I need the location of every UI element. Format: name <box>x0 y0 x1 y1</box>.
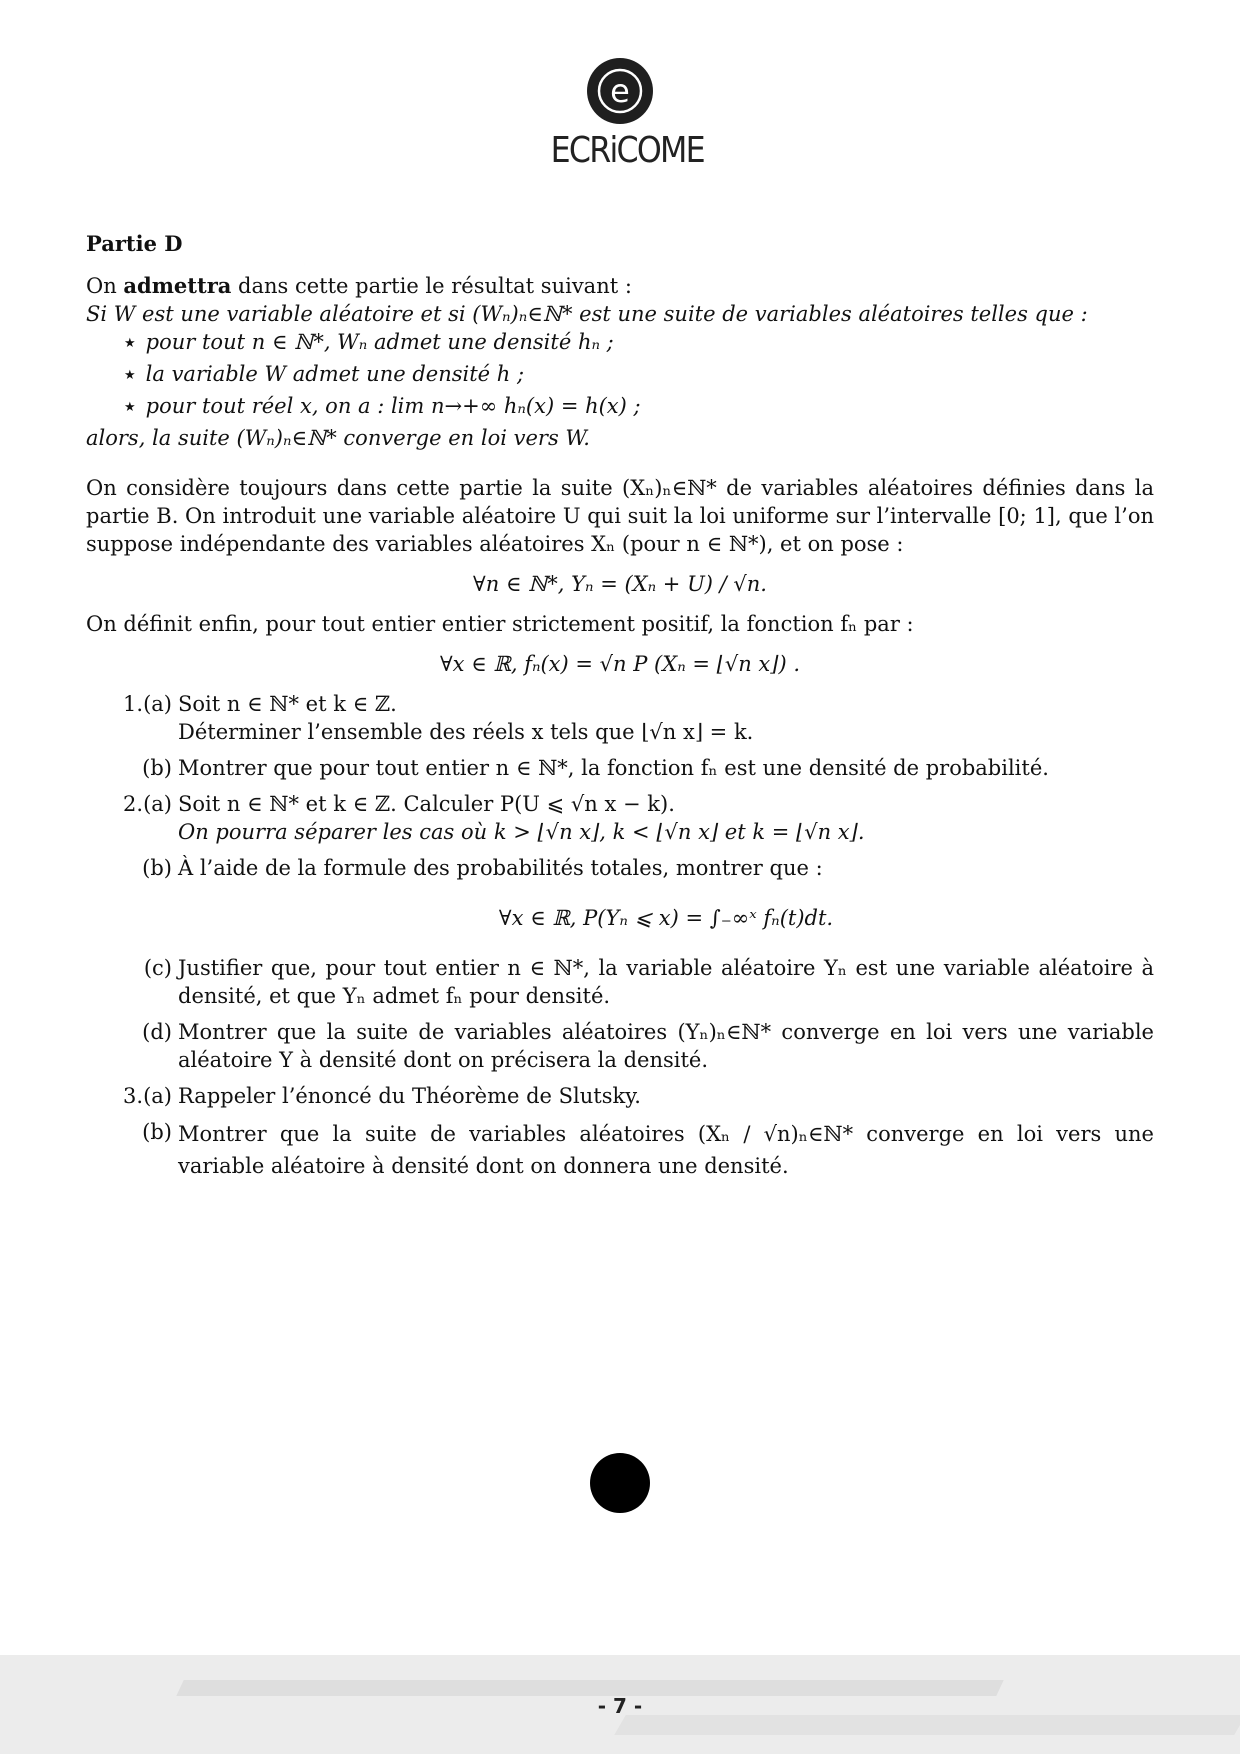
formula-y-def: ∀n ∈ ℕ*, Yₙ = (Xₙ + U) / √n. <box>473 572 767 596</box>
condition-item: ★ pour tout réel x, on a : lim n→+∞ hₙ(x) = h(x) ; <box>124 392 1154 424</box>
question-3b <box>86 1118 1154 1182</box>
question-number: 3.(a) <box>123 1084 172 1108</box>
question-text: Soit n ∈ ℕ* et k ∈ ℤ. Calculer P(U ⩽ √n x − k). <box>178 792 675 816</box>
theorem-statement: Si W est une variable aléatoire et si (Wₙ)ₙ∈ℕ* est une suite de variables aléatoires telles que : <box>86 302 1088 326</box>
section-title: Partie D <box>86 231 183 256</box>
question-2b <box>86 854 1154 932</box>
page-content <box>86 230 1154 1190</box>
theorem-conditions <box>86 328 1154 424</box>
logo-text: ECRiCOME <box>550 130 704 171</box>
formula-cdf: ∀x ∈ ℝ, P(Yₙ ⩽ x) = ∫₋∞ˣ fₙ(t)dt. <box>498 906 834 930</box>
page-number: - 7 - <box>597 1694 643 1718</box>
paragraph-definition-f: On définit enfin, pour tout entier entier strictement positif, la fonction fₙ par : <box>86 612 914 636</box>
question-text: Soit n ∈ ℕ* et k ∈ ℤ. <box>178 692 397 716</box>
question-number: 2.(a) <box>123 792 172 816</box>
page-marker-dot <box>590 1453 650 1513</box>
question-2d <box>86 1018 1154 1074</box>
formula-f-def: ∀x ∈ ℝ, fₙ(x) = √n P (Xₙ = ⌊√n x⌋) . <box>439 652 800 676</box>
question-number: (d) <box>142 1020 172 1044</box>
condition-item: ★ la variable W admet une densité h ; <box>124 360 1154 392</box>
intro-line <box>86 272 1154 300</box>
theorem-conclusion: alors, la suite (Wₙ)ₙ∈ℕ* converge en loi vers W. <box>86 426 590 450</box>
question-2a <box>86 790 1154 846</box>
question-text: Montrer que pour tout entier n ∈ ℕ*, la fonction fₙ est une densité de probabilité. <box>178 756 1049 780</box>
intro-prefix: On <box>86 274 124 298</box>
intro-bold: admettra <box>123 273 232 298</box>
question-number: (b) <box>142 856 172 880</box>
question-number: (c) <box>143 956 172 980</box>
question-number: 1.(a) <box>123 692 172 716</box>
question-text: Montrer que la suite de variables aléatoires (Yₙ)ₙ∈ℕ* converge en loi vers une variable aléatoire Y à densité dont on précisera la densité. <box>178 1020 1154 1072</box>
question-hint: On pourra séparer les cas où k > ⌊√n x⌋, k < ⌊√n x⌋ et k = ⌊√n x⌋. <box>178 820 865 844</box>
condition-item: ★ pour tout n ∈ ℕ*, Wₙ admet une densité hₙ ; <box>124 328 1154 360</box>
footer-stripe <box>614 1715 1240 1735</box>
question-number: (b) <box>142 1120 172 1144</box>
question-text: À l’aide de la formule des probabilités totales, montrer que : <box>178 856 823 880</box>
intro-suffix: dans cette partie le résultat suivant : <box>231 274 632 298</box>
paragraph-definition-u: On considère toujours dans cette partie la suite (Xₙ)ₙ∈ℕ* de variables aléatoires définies dans la partie B. On introduit une variable aléatoire U qui suit la loi uniforme sur l’intervalle [0; 1], que l’on suppose indépendante des variables aléatoires Xₙ (pour n ∈ ℕ*), et on pose : <box>86 476 1154 556</box>
question-number: (b) <box>142 756 172 780</box>
question-3a <box>86 1082 1154 1110</box>
question-text: Justifier que, pour tout entier n ∈ ℕ*, la variable aléatoire Yₙ est une variable aléatoire à densité, et que Yₙ admet fₙ pour densité. <box>178 956 1154 1008</box>
question-1a <box>86 690 1154 746</box>
question-2c <box>86 954 1154 1010</box>
question-text: Déterminer l’ensemble des réels x tels que ⌊√n x⌋ = k. <box>178 720 754 744</box>
question-1b <box>86 754 1154 782</box>
ecricome-e-icon <box>587 58 653 124</box>
logo-mark-letter: e <box>610 72 630 110</box>
question-text: Rappeler l’énoncé du Théorème de Slutsky. <box>178 1084 641 1108</box>
question-text: Montrer que la suite de variables aléatoires (Xₙ / √n)ₙ∈ℕ* converge en loi vers une variable aléatoire à densité dont on donnera une densité. <box>178 1122 1154 1178</box>
